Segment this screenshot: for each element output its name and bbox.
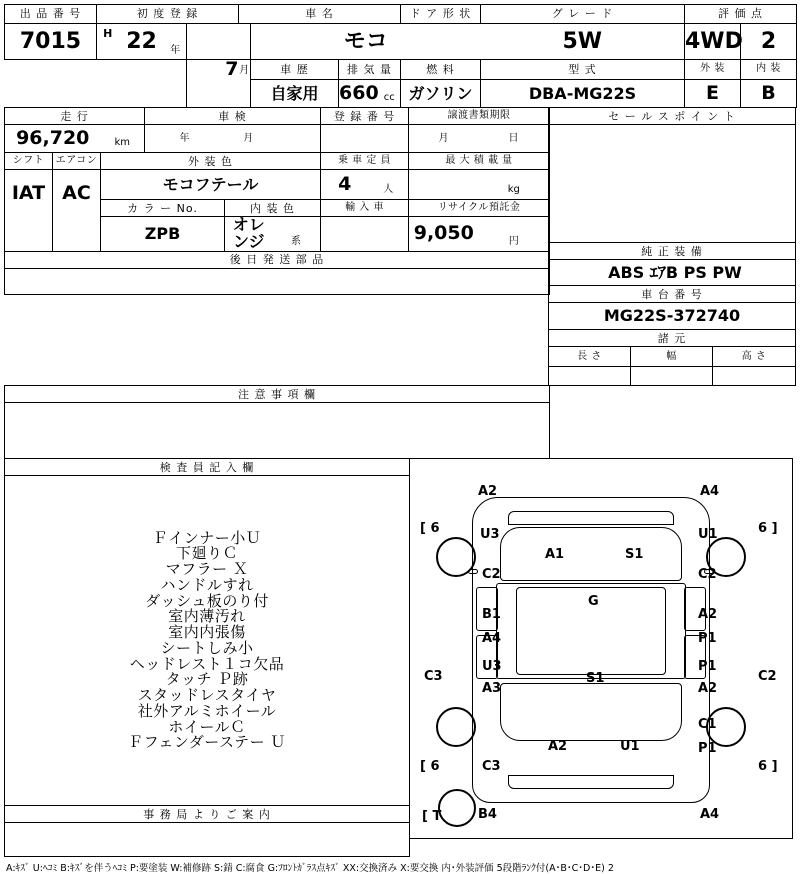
mark-u1-fr: U1 [698, 527, 718, 543]
seats-label: 乗 車 定 員 [321, 153, 409, 170]
mark-a4-front-right: A4 [700, 484, 720, 500]
door-label: ド ア 形 状 [401, 5, 481, 24]
header-blank-left [5, 60, 97, 108]
first-reg-month-pad [187, 80, 239, 108]
first-reg-month-blank2 [217, 24, 239, 60]
mileage-label: 走 行 [5, 108, 145, 125]
car-damage-diagram [409, 458, 793, 839]
list-item: シートしみ小 [160, 638, 254, 657]
first-reg-year: 22 [119, 24, 165, 60]
genuine-equip-label: 純 正 装 備 [549, 243, 796, 260]
mark-c2-side-r: C2 [758, 669, 777, 685]
list-item: 社外アルミホイール [137, 701, 277, 720]
shift-value: IAT [5, 170, 53, 217]
length-label: 長 さ [549, 347, 631, 367]
height-value [713, 367, 796, 386]
inspector-notes-list [5, 476, 410, 806]
mark-c3-side-l: C3 [424, 669, 443, 685]
seats-unit: 人 [369, 170, 409, 200]
sales-point-label: セ ー ル ス ポ イ ン ト [549, 108, 796, 125]
color-no-label: カ ラ ー No. [101, 200, 225, 217]
header-blank-left2 [97, 60, 187, 108]
rear-bumper-shape [508, 775, 674, 789]
mark-u1-trunk-r: U1 [620, 739, 640, 755]
ac-pad [53, 217, 101, 252]
ext-color-value: モコフテール [101, 170, 321, 200]
history-label: 車 歴 [251, 60, 339, 80]
score-value: 2 [741, 24, 797, 60]
mark-a4-door-l: A4 [482, 631, 502, 647]
mark-bracket-6-fr: 6 ] [758, 521, 778, 537]
list-item: ハンドルすれ [160, 575, 254, 594]
chassis-label: 車 台 番 号 [549, 286, 796, 303]
list-item: ヘッドレスト１コ欠品 [129, 654, 285, 673]
sales-point-value [549, 125, 796, 243]
first-reg-spacer [239, 24, 251, 60]
import-label: 輸 入 車 [321, 200, 409, 217]
mark-a2-rear-r: A2 [698, 681, 718, 697]
list-item: ダッシュ板のり付 [145, 591, 269, 610]
shaken-month-unit: 月 [225, 125, 273, 153]
mark-bracket-t-spare: [ T [422, 809, 442, 825]
front-bumper-shape [508, 511, 674, 525]
int-color-label: 内 装 色 [225, 200, 321, 217]
mark-s1-hood-right: S1 [625, 547, 644, 563]
list-item: ホイールＣ [168, 717, 246, 736]
mark-p1-door-r: P1 [698, 631, 717, 647]
first-reg-month-cell [187, 60, 239, 80]
seats-value: 4 [321, 170, 369, 200]
dimensions-label: 諸 元 [549, 330, 796, 347]
mark-b1-door-l: B1 [482, 607, 501, 623]
grade-label: グ レ ー ド [481, 5, 685, 24]
mileage-unit: km [101, 125, 145, 153]
displacement-label: 排 気 量 [339, 60, 401, 80]
mirror-left [468, 569, 478, 574]
first-reg-label: 初 度 登 録 [97, 5, 239, 24]
mark-a1-hood-left: A1 [545, 547, 565, 563]
reg-no-value [321, 125, 409, 153]
first-reg-month-value: 7 [225, 58, 239, 80]
mark-a4-rear-right: A4 [700, 807, 720, 823]
trunk-shape [500, 683, 682, 741]
diagram-column [409, 458, 795, 857]
mark-a3-rear-l: A3 [482, 681, 502, 697]
office-notice-label: 事 務 局 よ り ご 案 内 [5, 806, 410, 823]
fuel-value: ガソリン [401, 80, 481, 108]
mark-c2-fl: C2 [482, 567, 501, 583]
legend-text: A:ｷｽﾞ U:ﾍｺﾐ B:ｷｽﾞを伴うﾍｺﾐ P:要塗装 W:補修跡 S:錆 C:腐食 G:ﾌﾛﾝﾄｶﾞﾗｽ点ｷｽﾞ XX:交換済み X:要交換 内･外装評価 5段階ﾗﾝｸ付(A･B･C･D･E) 2 [6, 863, 614, 874]
mid-left [4, 107, 549, 386]
mark-u3-fl: U3 [480, 527, 500, 543]
inspector-table [4, 458, 410, 857]
length-value [549, 367, 631, 386]
mark-a2-front-left: A2 [478, 484, 498, 500]
mileage-value: 96,720 [5, 125, 101, 153]
first-reg-month-blank [187, 24, 217, 60]
mark-bracket-6-fl: [ 6 [420, 521, 440, 537]
import-value [321, 217, 409, 252]
chassis-value: MG22S-372740 [549, 303, 796, 330]
height-label: 高 さ [713, 347, 796, 367]
bottom-section [4, 458, 796, 857]
mark-bracket-6-rr: 6 ] [758, 759, 778, 775]
width-label: 幅 [631, 347, 713, 367]
mark-g-windshield: G [588, 594, 599, 610]
grade-value: 4WD [685, 24, 741, 60]
list-item: 室内内張傷 [168, 623, 246, 642]
transfer-month-unit: 月 [409, 125, 479, 153]
mid-right-table [548, 107, 796, 386]
mark-a2-door-r: A2 [698, 607, 718, 623]
interior-label: 内 装 [741, 60, 797, 80]
mid-left-table [4, 107, 550, 295]
later-parts-value [5, 269, 550, 295]
int-color-suffix: 系 [273, 217, 321, 252]
first-reg-year-unit: 年 [165, 24, 187, 60]
color-no-value: ZPB [101, 217, 225, 252]
shaken-blank [273, 125, 321, 153]
caution-section [4, 385, 796, 459]
displacement-unit: cc [379, 80, 401, 108]
shift-pad [5, 217, 53, 252]
ext-color-label: 外 装 色 [101, 153, 321, 170]
ac-value: AC [53, 170, 101, 217]
first-reg-month-unit-cell [239, 60, 251, 80]
wheel-spare [438, 789, 476, 827]
shaken-label: 車 検 [145, 108, 321, 125]
caution-value [5, 403, 550, 459]
list-item: Ｆフェンダーステー Ｕ [128, 733, 286, 752]
model-code-label: 型 式 [481, 60, 685, 80]
header-table [4, 4, 797, 108]
max-load-unit: kg [479, 170, 550, 200]
mark-b4-rear-left: B4 [478, 807, 497, 823]
first-reg-era: H [97, 24, 119, 60]
door-value: 5W [481, 24, 685, 60]
list-item: 下廻りＣ [175, 544, 238, 563]
mark-bracket-6-rl: [ 6 [420, 759, 440, 775]
ac-label: エアコン [53, 153, 101, 170]
mark-p1-rear-door-r: P1 [698, 659, 717, 675]
interior-grade: B [741, 80, 797, 108]
car-name-value: モコ [251, 24, 481, 60]
mid-right [548, 107, 795, 386]
list-item: マフラー Ｘ [165, 560, 249, 579]
history-value: 自家用 [251, 80, 339, 108]
fuel-label: 燃 料 [401, 60, 481, 80]
int-color-value: オレンジ [225, 217, 273, 252]
wheel-rear-left [436, 707, 476, 747]
model-code-value: DBA-MG22S [481, 80, 685, 108]
max-load-label: 最 大 積 載 量 [409, 153, 550, 170]
recycle-value: 9,050 [409, 217, 479, 252]
mark-p1-rear-quarter-r: P1 [698, 741, 717, 757]
mark-s1-roof: S1 [586, 671, 605, 687]
score-label: 評 価 点 [685, 5, 797, 24]
inspector-title: 検 査 員 記 入 欄 [5, 459, 410, 476]
list-item: スタッドレスタイヤ [137, 686, 277, 705]
first-reg-month-pad2 [239, 80, 251, 108]
later-parts-label: 後 日 発 送 部 品 [5, 252, 550, 269]
transfer-label: 譲渡書類期限 [409, 108, 550, 125]
displacement-value: 660 [339, 80, 379, 108]
car-name-label: 車 名 [239, 5, 401, 24]
genuine-equip-value: ABS ｴｱB PS PW [549, 260, 796, 286]
mark-c1-rear-r: C1 [698, 717, 717, 733]
office-notice-value [5, 823, 410, 857]
exterior-grade: E [685, 80, 741, 108]
max-load-value [409, 170, 479, 200]
reg-no-label: 登 録 番 号 [321, 108, 409, 125]
shaken-year-unit: 年 [145, 125, 225, 153]
list-item: 室内薄汚れ [168, 607, 246, 626]
mid-section [4, 107, 796, 386]
list-item: タッチ Ｐ跡 [165, 670, 249, 689]
mark-a2-trunk-l: A2 [548, 739, 568, 755]
exhibit-no-value: 7015 [5, 24, 97, 60]
list-item: Ｆインナー小Ｕ [152, 528, 262, 547]
width-value [631, 367, 713, 386]
shift-label: シフト [5, 153, 53, 170]
hood-shape [500, 527, 682, 581]
mark-c3-rear-l: C3 [482, 759, 501, 775]
recycle-unit: 円 [479, 217, 550, 252]
mark-c2-fr: C2 [698, 567, 717, 583]
recycle-label: リサイクル預託金 [409, 200, 550, 217]
exhibit-no-label: 出 品 番 号 [5, 5, 97, 24]
mark-u3-rear-door-l: U3 [482, 659, 502, 675]
caution-table [4, 385, 550, 459]
exterior-label: 外 装 [685, 60, 741, 80]
inspector-column [4, 458, 410, 857]
transfer-day-unit: 日 [479, 125, 550, 153]
first-reg-month-unit: 月 [239, 65, 250, 77]
caution-label: 注 意 事 項 欄 [5, 386, 550, 403]
